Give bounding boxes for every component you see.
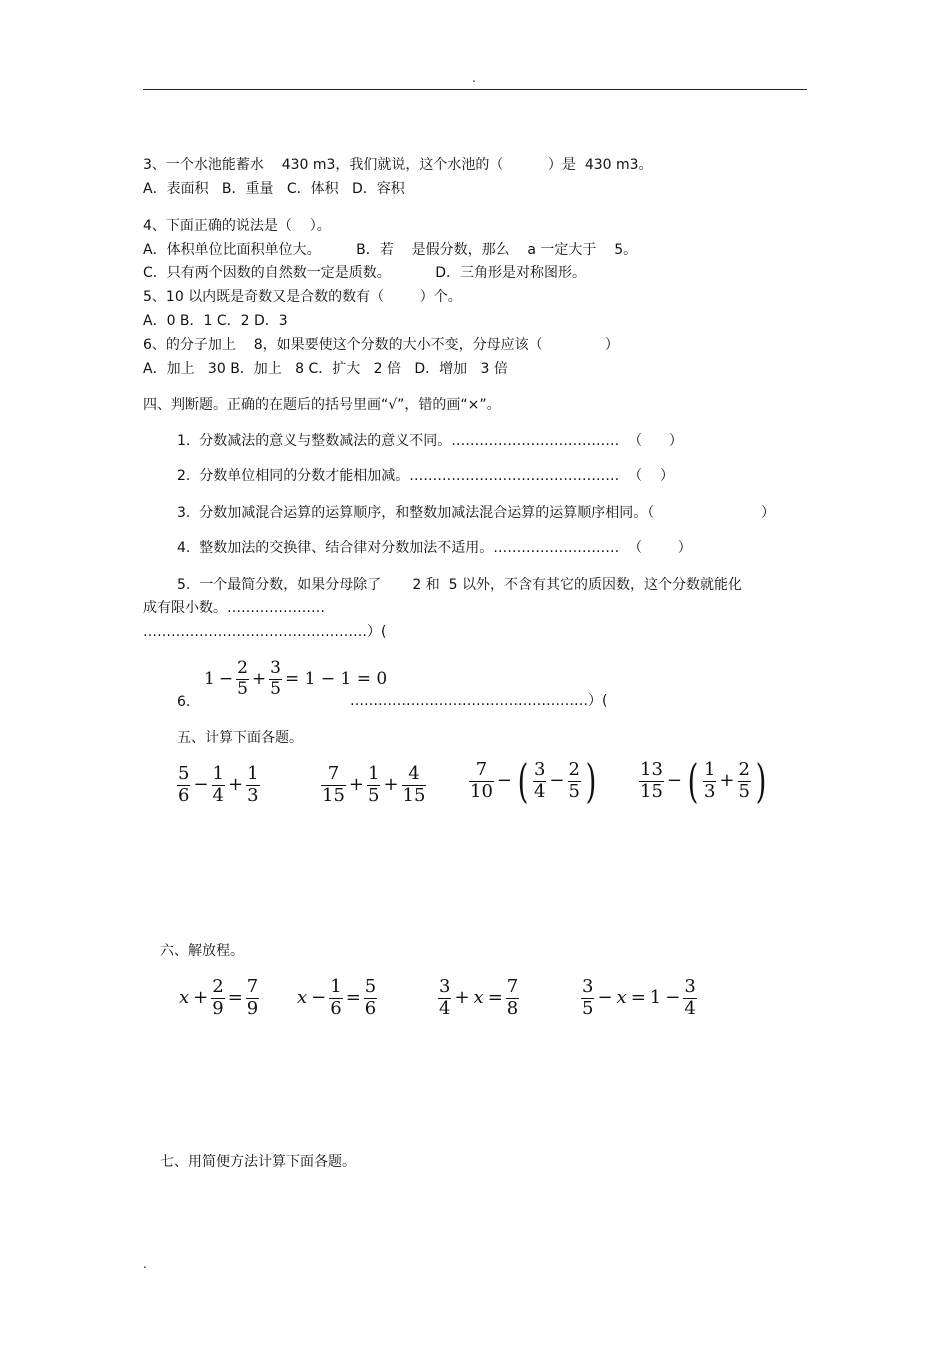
fraction: $\frac{2}{5}$ xyxy=(237,658,248,699)
judgement-item-1: 1. 分数减法的意义与整数减法的意义不同。……………………………… （ ） xyxy=(177,433,683,449)
judgement-item-5-line3: …………………………………………）( xyxy=(143,624,387,640)
section-5-heading: 五、计算下面各题。 xyxy=(177,730,303,746)
fraction: $\frac{1}{3}$ xyxy=(247,763,259,806)
question-4-options-cd: C．只有两个因数的自然数一定是质数。 D．三角形是对称图形。 xyxy=(143,265,587,281)
judgement-item-4: 4. 整数加法的交换律、结合律对分数加法不适用。……………………… （ ） xyxy=(177,540,692,556)
question-4-options-ab: A．体积单位比面积单位大。 B．若 是假分数，那么 a 一定大于 5。 xyxy=(143,242,638,258)
judgement-item-5-line2: 成有限小数。………………… xyxy=(143,600,325,616)
footer-dot: . xyxy=(143,1257,147,1271)
question-5-text: 5、10 以内既是奇数又是合数的数有（ ）个。 xyxy=(143,289,462,305)
calc-problem-3: $\frac{7}{10}$ − ( $\frac{3}{4}$ − $\frac{2}{5}$ ) xyxy=(470,754,597,808)
question-5-options: A．0 B．1 C．2 D．3 xyxy=(143,313,288,329)
question-6-text: 6、的分子加上 8，如果要使这个分数的大小不变，分母应该（ ） xyxy=(143,337,619,353)
judgement-item-6-label: 6. xyxy=(177,694,191,710)
judgement-item-6-tail: ……………………………………………）( xyxy=(350,693,608,709)
question-3-text: 3、一个水池能蓄水 430 m3，我们就说，这个水池的（ ）是 430 m3。 xyxy=(143,157,653,173)
fraction: $\frac{7}{9}$ xyxy=(246,976,259,1019)
header-rule xyxy=(143,89,807,90)
fraction: $\frac{2}{5}$ xyxy=(738,758,750,802)
fraction: $\frac{3}{4}$ xyxy=(439,976,451,1019)
fraction: $\frac{5}{6}$ xyxy=(178,763,190,806)
fraction: $\frac{3}{5}$ xyxy=(582,976,594,1019)
equation-2: x − $\frac{1}{6}$ = $\frac{5}{6}$ xyxy=(297,976,377,1019)
fraction: $\frac{3}{4}$ xyxy=(533,758,546,802)
fraction: $\frac{5}{6}$ xyxy=(364,976,377,1019)
fraction: $\frac{3}{4}$ xyxy=(684,976,696,1019)
equation-3: $\frac{3}{4}$ + x = $\frac{7}{8}$ xyxy=(439,976,519,1019)
fraction: $\frac{7}{8}$ xyxy=(506,976,519,1019)
question-4-text: 4、下面正确的说法是（ ）。 xyxy=(143,218,331,234)
question-6-options: A．加上 30 B．加上 8 C．扩大 2 倍 D．增加 3 倍 xyxy=(143,361,508,377)
judgement-item-6-formula: 1 − $\frac{2}{5}$ + $\frac{3}{5}$ = 1 − 1 = 0 xyxy=(204,658,388,699)
fraction: $\frac{3}{5}$ xyxy=(270,658,281,699)
fraction: $\frac{2}{5}$ xyxy=(568,758,580,802)
equation-1: x + $\frac{2}{9}$ = $\frac{7}{9}$ xyxy=(179,976,259,1019)
fraction: $\frac{1}{3}$ xyxy=(703,758,716,802)
equation-4: $\frac{3}{5}$ − x = 1 − $\frac{3}{4}$ xyxy=(582,976,696,1019)
fraction: $\frac{2}{9}$ xyxy=(212,976,224,1019)
fraction: $\frac{7}{10}$ xyxy=(470,758,493,802)
fraction: $\frac{1}{6}$ xyxy=(330,976,342,1019)
judgement-item-2: 2. 分数单位相同的分数才能相加减。……………………………………… （ ） xyxy=(177,468,674,484)
calc-problem-4: $\frac{13}{15}$ − ( $\frac{1}{3}$ + $\frac{2}{5}$ ) xyxy=(640,754,767,808)
section-6-heading: 六、解放程。 xyxy=(160,943,244,959)
fraction: $\frac{1}{4}$ xyxy=(212,763,224,806)
fraction: $\frac{7}{15}$ xyxy=(322,763,345,806)
fraction: $\frac{13}{15}$ xyxy=(640,758,663,802)
judgement-item-5-line1: 5. 一个最简分数，如果分母除了 2 和 5 以外，不含有其它的质因数，这个分数就能化 xyxy=(177,577,743,593)
judgement-item-3: 3. 分数加减混合运算的运算顺序，和整数加减法混合运算的运算顺序相同。（ ） xyxy=(177,505,776,521)
calc-problem-2: $\frac{7}{15}$ + $\frac{1}{5}$ + $\frac{4}{15}$ xyxy=(322,763,426,806)
fraction: $\frac{4}{15}$ xyxy=(402,763,426,806)
section-4-heading: 四、判断题。正确的在题后的括号里画“√”，错的画“×”。 xyxy=(143,397,501,413)
calc-problem-1: $\frac{5}{6}$ − $\frac{1}{4}$ + $\frac{1}{3}$ xyxy=(178,763,259,806)
section-7-heading: 七、用简便方法计算下面各题。 xyxy=(160,1154,356,1170)
fraction: $\frac{1}{5}$ xyxy=(368,763,380,806)
question-3-options: A．表面积 B．重量 C．体积 D．容积 xyxy=(143,181,405,197)
header-dot: . xyxy=(472,71,476,85)
